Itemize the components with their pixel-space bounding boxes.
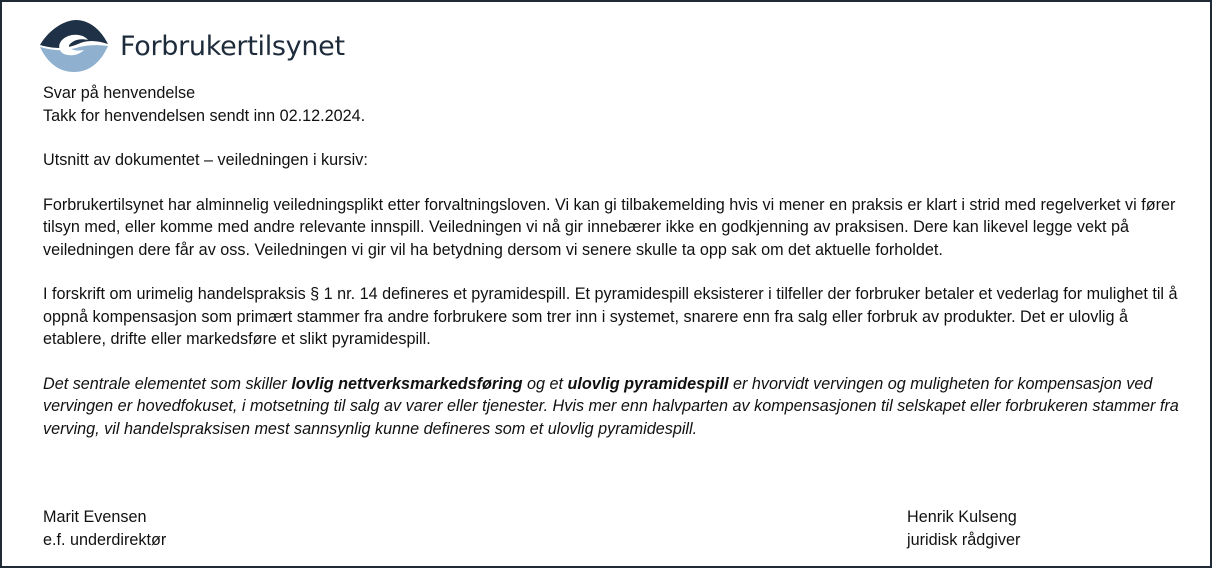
excerpt-intro: Utsnitt av dokumentet – veiledningen i kursiv: — [43, 151, 368, 169]
guidance-text: Det sentrale elementet som skiller — [43, 374, 292, 393]
signatory-name: Marit Evensen — [43, 508, 147, 526]
paragraph-guidance-italic — [43, 373, 1193, 441]
letterhead — [38, 18, 345, 74]
signatory-name: Henrik Kulseng — [907, 508, 1017, 526]
letter-body — [43, 82, 1193, 440]
brand-name: Forbrukertilsynet — [120, 30, 345, 62]
guidance-text: er hvorvidt vervingen og muligheten for kompensasjon ved vervingen er hovedfokuset, i motsetning til salg av varer eller tjenester. Hvis mer enn halvparten av kompensasjonen til selskapet eller forbrukeren stammer fra verving, vil handelspraksisen mest sannsynlig kunne defineres som et ulovlig pyramidespill. — [43, 374, 1179, 438]
guidance-bold-illegal: ulovlig pyramidespill — [567, 374, 729, 393]
signature-right — [907, 506, 1020, 551]
letter-heading: Svar på henvendelse — [43, 84, 196, 102]
guidance-text: og et — [522, 374, 568, 393]
forbrukertilsynet-logo-icon — [38, 18, 110, 74]
signatory-title: e.f. underdirektør — [43, 530, 167, 549]
paragraph-guidance-duty: Forbrukertilsynet har alminnelig veiledningsplikt etter forvaltningsloven. Vi kan gi tilbakemelding hvis vi mener en praksis er klart i strid med regelverket vi fører tilsyn med, eller komme med andre relevante innspill. Veiledningen vi nå gir innebærer ikke en godkjenning av praksisen. Dere kan likevel legge vekt på veiledningen dere får av oss. Veiledningen vi gir vil ha betydning dersom vi senere skulle ta opp sak om det aktuelle forholdet. — [43, 195, 1176, 259]
signature-left — [43, 506, 166, 551]
paragraph-pyramid-definition: I forskrift om urimelig handelspraksis § 1 nr. 14 defineres et pyramidespill. Et pyramidespill eksisterer i tilfeller der forbruker betaler et vederlag for mulighet til å oppnå kompensasjon som primært stammer fra andre forbrukere som trer inn i systemet, snarere enn fra salg eller forbruk av produkter. Det er ulovlig å etablere, drifte eller markedsføre et slikt pyramidespill. — [43, 285, 1178, 348]
letter-thanks: Takk for henvendelsen sendt inn 02.12.2024. — [43, 106, 366, 125]
guidance-bold-legal: lovlig nettverksmarkedsføring — [291, 374, 523, 393]
signatory-title: juridisk rådgiver — [907, 530, 1021, 549]
